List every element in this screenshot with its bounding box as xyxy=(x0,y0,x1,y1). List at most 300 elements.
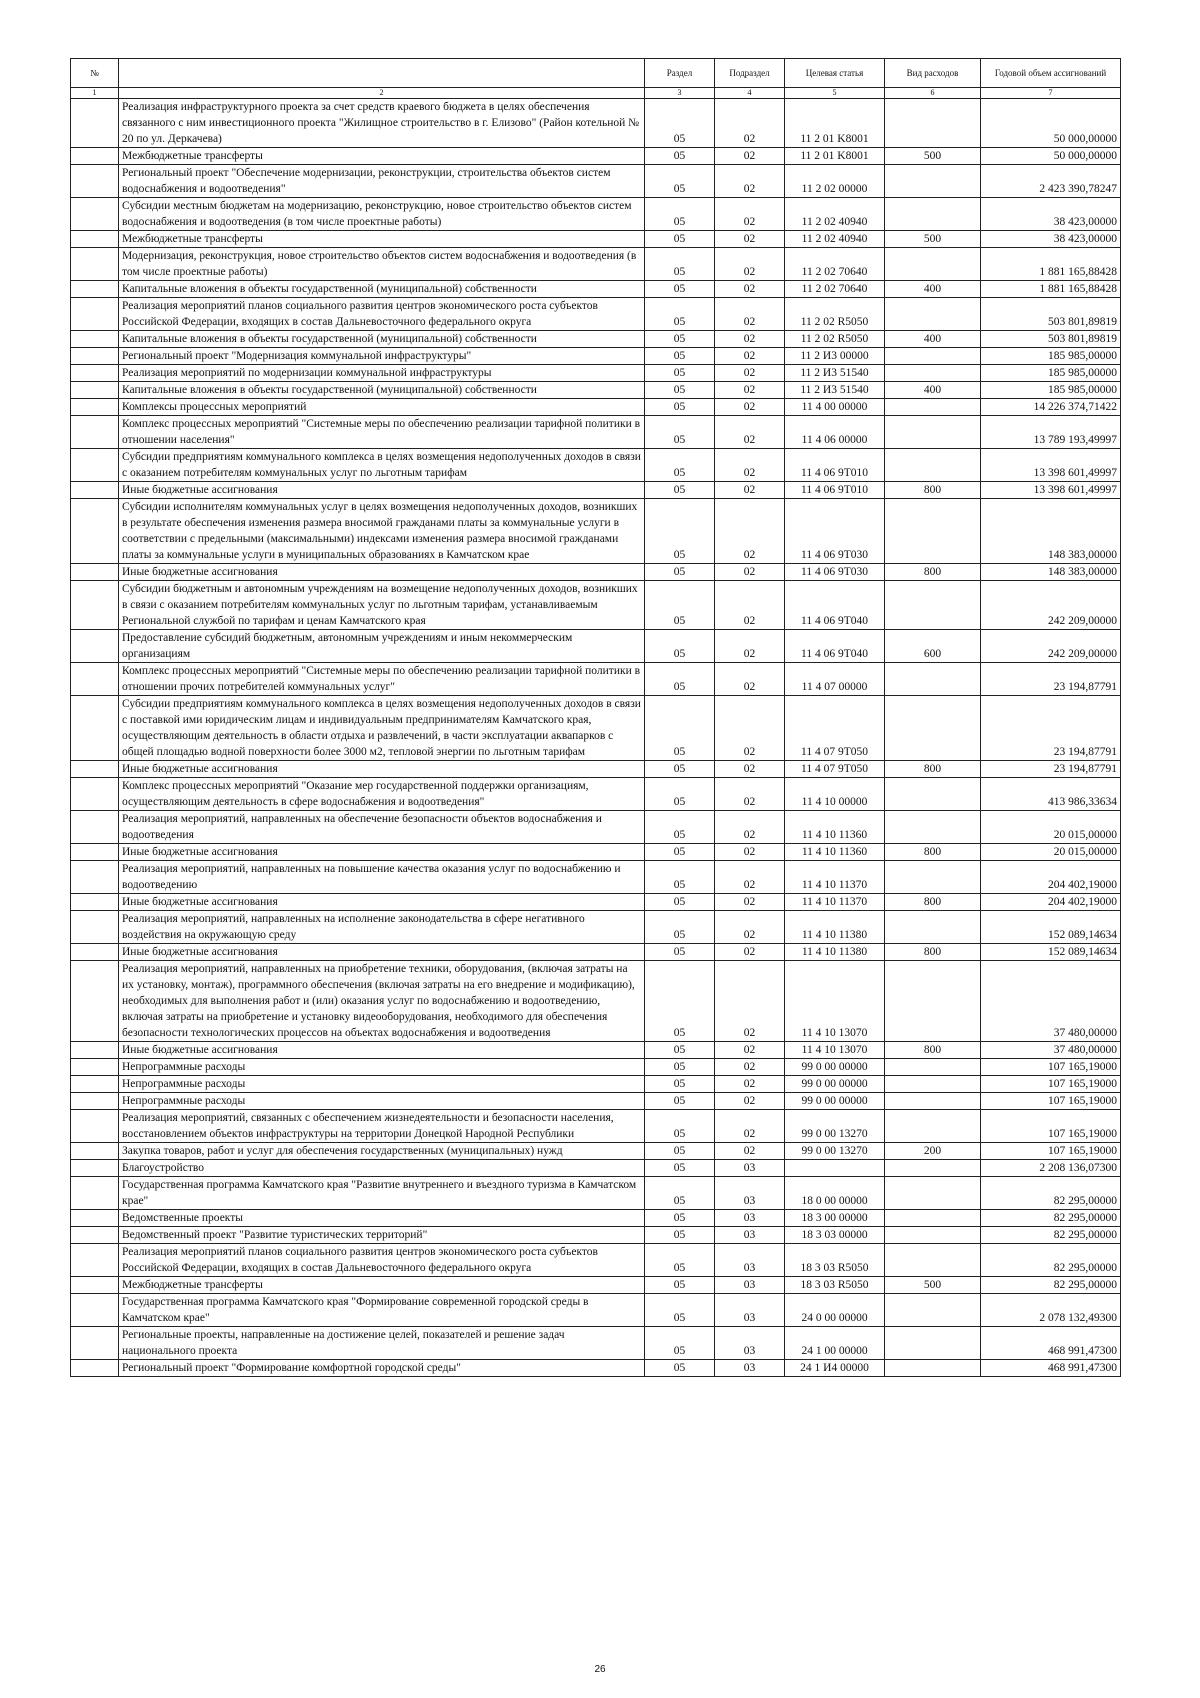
header-index: 2 xyxy=(119,88,645,99)
row-target-article-cell: 18 3 03 R5050 xyxy=(785,1277,885,1294)
row-target-article-cell: 11 4 10 13070 xyxy=(785,1042,885,1059)
table-row xyxy=(71,165,1121,198)
row-expense-type-cell: 600 xyxy=(885,630,981,663)
row-name-cell: Реализация мероприятий планов социального развития центров экономического роста субъектов Российской Федерации, входящих в состав Дальневосточного федерального округа xyxy=(119,298,645,331)
table-row xyxy=(71,1277,1121,1294)
row-section-cell: 05 xyxy=(645,1227,715,1244)
row-subsection-cell: 03 xyxy=(715,1160,785,1177)
row-number-cell xyxy=(71,348,119,365)
row-number-cell xyxy=(71,1076,119,1093)
row-target-article-cell: 99 0 00 00000 xyxy=(785,1093,885,1110)
row-amount-cell: 242 209,00000 xyxy=(981,581,1121,630)
row-section-cell: 05 xyxy=(645,663,715,696)
row-amount-cell: 107 165,19000 xyxy=(981,1143,1121,1160)
row-number-cell xyxy=(71,961,119,1042)
row-section-cell: 05 xyxy=(645,1160,715,1177)
table-row xyxy=(71,811,1121,844)
row-target-article-cell: 11 2 01 K8001 xyxy=(785,99,885,148)
row-section-cell: 05 xyxy=(645,1360,715,1377)
row-name-cell: Реализация инфраструктурного проекта за счет средств краевого бюджета в целях обеспечения связанного с ним инвестиционного проекта "Жилищное строительство в г. Елизово" (Район котельной № 20 по ул. Деркачева) xyxy=(119,99,645,148)
row-section-cell: 05 xyxy=(645,348,715,365)
row-target-article-cell: 11 2 И3 51540 xyxy=(785,382,885,399)
row-expense-type-cell: 400 xyxy=(885,281,981,298)
row-name-cell: Субсидии предприятиям коммунального комплекса в целях возмещения недополученных доходов в связи с поставкой ими юридическим лицам и индивидуальным предпринимателям Камчатского края, осуществляющим деятельность в области отдыха и развлечений, в части эксплуатации аквапарков с общей площадью водной поверхности более 3000 м2, тепловой энергии по льготным тарифам xyxy=(119,696,645,761)
row-subsection-cell: 02 xyxy=(715,1093,785,1110)
row-amount-cell: 13 398 601,49997 xyxy=(981,449,1121,482)
row-amount-cell: 468 991,47300 xyxy=(981,1360,1121,1377)
row-expense-type-cell: 500 xyxy=(885,148,981,165)
row-section-cell: 05 xyxy=(645,961,715,1042)
row-number-cell xyxy=(71,399,119,416)
table-row xyxy=(71,581,1121,630)
row-expense-type-cell xyxy=(885,499,981,564)
row-expense-type-cell xyxy=(885,1244,981,1277)
row-target-article-cell: 11 4 06 9Т010 xyxy=(785,482,885,499)
table-row xyxy=(71,99,1121,148)
table-header-index-row xyxy=(71,88,1121,99)
row-target-article-cell: 99 0 00 13270 xyxy=(785,1143,885,1160)
table-body xyxy=(71,99,1121,1377)
table-row xyxy=(71,348,1121,365)
header-name xyxy=(119,59,645,88)
row-name-cell: Государственная программа Камчатского края "Формирование современной городской среды в Камчатском крае" xyxy=(119,1294,645,1327)
row-expense-type-cell xyxy=(885,1093,981,1110)
table-row xyxy=(71,1294,1121,1327)
row-section-cell: 05 xyxy=(645,231,715,248)
row-target-article-cell: 11 4 07 00000 xyxy=(785,663,885,696)
row-section-cell: 05 xyxy=(645,894,715,911)
row-expense-type-cell xyxy=(885,663,981,696)
row-expense-type-cell: 800 xyxy=(885,894,981,911)
row-number-cell xyxy=(71,1210,119,1227)
row-amount-cell: 82 295,00000 xyxy=(981,1177,1121,1210)
row-target-article-cell: 11 2 02 70640 xyxy=(785,281,885,298)
row-subsection-cell: 03 xyxy=(715,1294,785,1327)
row-target-article-cell: 11 4 10 11370 xyxy=(785,894,885,911)
row-subsection-cell: 03 xyxy=(715,1244,785,1277)
row-subsection-cell: 02 xyxy=(715,761,785,778)
row-amount-cell: 50 000,00000 xyxy=(981,99,1121,148)
row-expense-type-cell xyxy=(885,1076,981,1093)
row-number-cell xyxy=(71,861,119,894)
row-amount-cell: 242 209,00000 xyxy=(981,630,1121,663)
row-target-article-cell: 11 2 02 40940 xyxy=(785,198,885,231)
row-number-cell xyxy=(71,944,119,961)
row-subsection-cell: 02 xyxy=(715,961,785,1042)
row-number-cell xyxy=(71,1277,119,1294)
row-target-article-cell: 11 2 И3 00000 xyxy=(785,348,885,365)
table-row xyxy=(71,761,1121,778)
row-amount-cell: 152 089,14634 xyxy=(981,944,1121,961)
row-number-cell xyxy=(71,99,119,148)
row-target-article-cell: 11 2 02 40940 xyxy=(785,231,885,248)
row-amount-cell: 82 295,00000 xyxy=(981,1244,1121,1277)
row-name-cell: Межбюджетные трансферты xyxy=(119,148,645,165)
row-expense-type-cell xyxy=(885,961,981,1042)
row-name-cell: Непрограммные расходы xyxy=(119,1076,645,1093)
row-amount-cell: 50 000,00000 xyxy=(981,148,1121,165)
row-section-cell: 05 xyxy=(645,1093,715,1110)
row-name-cell: Ведомственный проект "Развитие туристических территорий" xyxy=(119,1227,645,1244)
row-section-cell: 05 xyxy=(645,382,715,399)
row-section-cell: 05 xyxy=(645,1327,715,1360)
row-subsection-cell: 02 xyxy=(715,1076,785,1093)
row-number-cell xyxy=(71,1160,119,1177)
row-number-cell xyxy=(71,696,119,761)
row-amount-cell: 13 789 193,49997 xyxy=(981,416,1121,449)
row-expense-type-cell xyxy=(885,1059,981,1076)
row-section-cell: 05 xyxy=(645,1110,715,1143)
row-name-cell: Субсидии местным бюджетам на модернизацию, реконструкцию, новое строительство объектов систем водоснабжения и водоотведения (в том числе проектные работы) xyxy=(119,198,645,231)
table-row xyxy=(71,399,1121,416)
row-amount-cell: 2 208 136,07300 xyxy=(981,1160,1121,1177)
row-subsection-cell: 02 xyxy=(715,811,785,844)
row-subsection-cell: 03 xyxy=(715,1177,785,1210)
row-subsection-cell: 03 xyxy=(715,1360,785,1377)
row-name-cell: Капитальные вложения в объекты государственной (муниципальной) собственности xyxy=(119,382,645,399)
table-row xyxy=(71,198,1121,231)
row-subsection-cell: 02 xyxy=(715,165,785,198)
row-subsection-cell: 02 xyxy=(715,416,785,449)
row-subsection-cell: 02 xyxy=(715,382,785,399)
table-row xyxy=(71,1327,1121,1360)
row-expense-type-cell xyxy=(885,348,981,365)
row-name-cell: Капитальные вложения в объекты государственной (муниципальной) собственности xyxy=(119,331,645,348)
row-subsection-cell: 02 xyxy=(715,861,785,894)
row-name-cell: Субсидии бюджетным и автономным учреждениям на возмещение недополученных доходов, возникших в связи с оказанием потребителям коммунальных услуг по льготным тарифам, устанавливаемым Региональной службой по тарифам и ценам Камчатского края xyxy=(119,581,645,630)
row-section-cell: 05 xyxy=(645,449,715,482)
row-expense-type-cell xyxy=(885,811,981,844)
row-amount-cell: 204 402,19000 xyxy=(981,861,1121,894)
row-target-article-cell: 11 4 10 11370 xyxy=(785,861,885,894)
row-name-cell: Реализация мероприятий, направленных на исполнение законодательства в сфере негативного воздействия на окружающую среду xyxy=(119,911,645,944)
row-expense-type-cell xyxy=(885,696,981,761)
table-row xyxy=(71,1160,1121,1177)
row-subsection-cell: 02 xyxy=(715,281,785,298)
row-subsection-cell: 02 xyxy=(715,581,785,630)
table-row xyxy=(71,148,1121,165)
row-subsection-cell: 02 xyxy=(715,630,785,663)
row-amount-cell: 20 015,00000 xyxy=(981,844,1121,861)
table-row xyxy=(71,248,1121,281)
row-name-cell: Реализация мероприятий, направленных на приобретение техники, оборудования, (включая затраты на их установку, монтаж), программного обеспечения (включая затраты на его внедрение и модификацию), необходимых для выполнения работ и (или) оказания услуг по водоснабжению и водоотведению, включая затраты на приобретение и установку видеооборудования, необходимого для обеспечения безопасности технологических процессов на объектах водоснабжения и водоотведения xyxy=(119,961,645,1042)
row-expense-type-cell: 800 xyxy=(885,564,981,581)
row-target-article-cell: 11 4 06 9Т030 xyxy=(785,499,885,564)
row-expense-type-cell xyxy=(885,165,981,198)
row-section-cell: 05 xyxy=(645,198,715,231)
row-name-cell: Региональные проекты, направленные на достижение целей, показателей и решение задач национального проекта xyxy=(119,1327,645,1360)
row-target-article-cell: 11 4 06 9Т040 xyxy=(785,581,885,630)
row-subsection-cell: 03 xyxy=(715,1227,785,1244)
row-amount-cell: 503 801,89819 xyxy=(981,298,1121,331)
row-amount-cell: 23 194,87791 xyxy=(981,761,1121,778)
row-name-cell: Реализация мероприятий планов социального развития центров экономического роста субъектов Российской Федерации, входящих в состав Дальневосточного федерального округа xyxy=(119,1244,645,1277)
row-expense-type-cell xyxy=(885,298,981,331)
row-amount-cell: 185 985,00000 xyxy=(981,348,1121,365)
row-subsection-cell: 02 xyxy=(715,348,785,365)
row-name-cell: Непрограммные расходы xyxy=(119,1093,645,1110)
row-expense-type-cell xyxy=(885,1327,981,1360)
row-number-cell xyxy=(71,778,119,811)
row-subsection-cell: 02 xyxy=(715,499,785,564)
row-target-article-cell: 11 4 06 9Т030 xyxy=(785,564,885,581)
row-subsection-cell: 02 xyxy=(715,99,785,148)
row-expense-type-cell xyxy=(885,581,981,630)
row-number-cell xyxy=(71,165,119,198)
row-amount-cell: 152 089,14634 xyxy=(981,911,1121,944)
row-target-article-cell: 18 3 03 00000 xyxy=(785,1227,885,1244)
header-no: № xyxy=(71,59,119,88)
row-section-cell: 05 xyxy=(645,148,715,165)
row-subsection-cell: 02 xyxy=(715,248,785,281)
row-subsection-cell: 02 xyxy=(715,1059,785,1076)
row-name-cell: Иные бюджетные ассигнования xyxy=(119,482,645,499)
row-section-cell: 05 xyxy=(645,778,715,811)
row-number-cell xyxy=(71,844,119,861)
row-section-cell: 05 xyxy=(645,861,715,894)
row-number-cell xyxy=(71,1042,119,1059)
row-expense-type-cell xyxy=(885,449,981,482)
row-target-article-cell: 11 2 02 00000 xyxy=(785,165,885,198)
table-row xyxy=(71,861,1121,894)
row-target-article-cell: 11 2 02 70640 xyxy=(785,248,885,281)
table-row xyxy=(71,630,1121,663)
row-section-cell: 05 xyxy=(645,581,715,630)
row-subsection-cell: 02 xyxy=(715,663,785,696)
row-amount-cell: 2 078 132,49300 xyxy=(981,1294,1121,1327)
row-amount-cell: 20 015,00000 xyxy=(981,811,1121,844)
header-subsection: Подраздел xyxy=(715,59,785,88)
row-subsection-cell: 02 xyxy=(715,298,785,331)
row-target-article-cell: 11 2 02 R5050 xyxy=(785,298,885,331)
row-target-article-cell: 99 0 00 00000 xyxy=(785,1059,885,1076)
row-expense-type-cell xyxy=(885,1177,981,1210)
row-name-cell: Иные бюджетные ассигнования xyxy=(119,761,645,778)
row-number-cell xyxy=(71,198,119,231)
row-name-cell: Комплекс процессных мероприятий "Оказание мер государственной поддержки организациям, осуществляющим деятельность в сфере водоснабжения и водоотведения" xyxy=(119,778,645,811)
row-target-article-cell: 11 4 06 9Т010 xyxy=(785,449,885,482)
row-section-cell: 05 xyxy=(645,564,715,581)
row-section-cell: 05 xyxy=(645,911,715,944)
row-expense-type-cell xyxy=(885,99,981,148)
row-target-article-cell: 11 4 10 11380 xyxy=(785,944,885,961)
row-amount-cell: 148 383,00000 xyxy=(981,499,1121,564)
table-row xyxy=(71,1360,1121,1377)
table-row xyxy=(71,1076,1121,1093)
row-target-article-cell: 11 4 10 11360 xyxy=(785,844,885,861)
budget-table-sheet xyxy=(70,58,1120,1377)
row-subsection-cell: 03 xyxy=(715,1327,785,1360)
table-row xyxy=(71,298,1121,331)
table-row xyxy=(71,416,1121,449)
row-name-cell: Иные бюджетные ассигнования xyxy=(119,564,645,581)
row-number-cell xyxy=(71,382,119,399)
row-subsection-cell: 02 xyxy=(715,198,785,231)
row-expense-type-cell: 500 xyxy=(885,1277,981,1294)
row-section-cell: 05 xyxy=(645,696,715,761)
row-expense-type-cell xyxy=(885,248,981,281)
row-number-cell xyxy=(71,1059,119,1076)
row-amount-cell: 185 985,00000 xyxy=(981,365,1121,382)
row-name-cell: Межбюджетные трансферты xyxy=(119,231,645,248)
row-target-article-cell: 99 0 00 00000 xyxy=(785,1076,885,1093)
row-subsection-cell: 02 xyxy=(715,1143,785,1160)
row-expense-type-cell xyxy=(885,198,981,231)
row-number-cell xyxy=(71,482,119,499)
row-name-cell: Модернизация, реконструкция, новое строительство объектов систем водоснабжения и водоотведения (в том числе проектные работы) xyxy=(119,248,645,281)
row-subsection-cell: 02 xyxy=(715,148,785,165)
row-expense-type-cell: 400 xyxy=(885,331,981,348)
table-row xyxy=(71,499,1121,564)
row-expense-type-cell xyxy=(885,1294,981,1327)
row-target-article-cell: 11 4 00 00000 xyxy=(785,399,885,416)
row-amount-cell: 38 423,00000 xyxy=(981,198,1121,231)
row-name-cell: Региональный проект "Обеспечение модернизации, реконструкции, строительства объектов систем водоснабжения и водоотведения" xyxy=(119,165,645,198)
row-amount-cell: 37 480,00000 xyxy=(981,961,1121,1042)
row-target-article-cell xyxy=(785,1160,885,1177)
row-section-cell: 05 xyxy=(645,1143,715,1160)
row-number-cell xyxy=(71,761,119,778)
row-name-cell: Благоустройство xyxy=(119,1160,645,1177)
header-index: 7 xyxy=(981,88,1121,99)
row-number-cell xyxy=(71,894,119,911)
row-section-cell: 05 xyxy=(645,1294,715,1327)
row-subsection-cell: 02 xyxy=(715,331,785,348)
table-row xyxy=(71,894,1121,911)
row-target-article-cell: 18 3 03 R5050 xyxy=(785,1244,885,1277)
table-row xyxy=(71,382,1121,399)
row-amount-cell: 503 801,89819 xyxy=(981,331,1121,348)
row-number-cell xyxy=(71,416,119,449)
row-expense-type-cell xyxy=(885,861,981,894)
row-target-article-cell: 11 4 10 11360 xyxy=(785,811,885,844)
row-subsection-cell: 02 xyxy=(715,399,785,416)
row-expense-type-cell xyxy=(885,1227,981,1244)
row-section-cell: 05 xyxy=(645,281,715,298)
row-number-cell xyxy=(71,499,119,564)
table-row xyxy=(71,1143,1121,1160)
row-target-article-cell: 18 0 00 00000 xyxy=(785,1177,885,1210)
row-section-cell: 05 xyxy=(645,761,715,778)
table-row xyxy=(71,1042,1121,1059)
row-expense-type-cell: 800 xyxy=(885,482,981,499)
row-section-cell: 05 xyxy=(645,1076,715,1093)
row-number-cell xyxy=(71,248,119,281)
page-number: 26 xyxy=(594,1664,606,1675)
row-section-cell: 05 xyxy=(645,482,715,499)
row-number-cell xyxy=(71,1327,119,1360)
row-name-cell: Иные бюджетные ассигнования xyxy=(119,894,645,911)
row-expense-type-cell xyxy=(885,399,981,416)
row-name-cell: Иные бюджетные ассигнования xyxy=(119,944,645,961)
table-row xyxy=(71,663,1121,696)
table-row xyxy=(71,1244,1121,1277)
row-section-cell: 05 xyxy=(645,331,715,348)
table-row xyxy=(71,961,1121,1042)
row-number-cell xyxy=(71,1110,119,1143)
row-amount-cell: 107 165,19000 xyxy=(981,1076,1121,1093)
header-index: 5 xyxy=(785,88,885,99)
row-name-cell: Непрограммные расходы xyxy=(119,1059,645,1076)
row-number-cell xyxy=(71,1143,119,1160)
header-index: 3 xyxy=(645,88,715,99)
row-section-cell: 05 xyxy=(645,499,715,564)
row-name-cell: Реализация мероприятий, направленных на обеспечение безопасности объектов водоснабжения и водоотведения xyxy=(119,811,645,844)
row-subsection-cell: 02 xyxy=(715,1042,785,1059)
table-header-row xyxy=(71,59,1121,88)
header-index: 4 xyxy=(715,88,785,99)
row-expense-type-cell: 800 xyxy=(885,1042,981,1059)
row-section-cell: 05 xyxy=(645,1210,715,1227)
row-amount-cell: 14 226 374,71422 xyxy=(981,399,1121,416)
header-section: Раздел xyxy=(645,59,715,88)
row-number-cell xyxy=(71,663,119,696)
row-expense-type-cell xyxy=(885,911,981,944)
row-name-cell: Реализация мероприятий, связанных с обеспечением жизнедеятельности и безопасности населения, восстановлением объектов инфраструктуры на территории Донецкой Народной Республики xyxy=(119,1110,645,1143)
row-subsection-cell: 03 xyxy=(715,1210,785,1227)
row-amount-cell: 204 402,19000 xyxy=(981,894,1121,911)
row-expense-type-cell: 800 xyxy=(885,844,981,861)
row-number-cell xyxy=(71,231,119,248)
row-number-cell xyxy=(71,1294,119,1327)
table-row xyxy=(71,331,1121,348)
row-subsection-cell: 02 xyxy=(715,365,785,382)
row-section-cell: 05 xyxy=(645,248,715,281)
row-subsection-cell: 02 xyxy=(715,944,785,961)
row-section-cell: 05 xyxy=(645,165,715,198)
table-row xyxy=(71,482,1121,499)
row-number-cell xyxy=(71,630,119,663)
row-target-article-cell: 18 3 00 00000 xyxy=(785,1210,885,1227)
header-expense-type: Вид расходов xyxy=(885,59,981,88)
row-number-cell xyxy=(71,365,119,382)
row-amount-cell: 107 165,19000 xyxy=(981,1093,1121,1110)
row-amount-cell: 38 423,00000 xyxy=(981,231,1121,248)
row-section-cell: 05 xyxy=(645,298,715,331)
header-annual-volume: Годовой объем ассигнований xyxy=(981,59,1121,88)
row-subsection-cell: 02 xyxy=(715,894,785,911)
row-name-cell: Реализация мероприятий по модернизации коммунальной инфраструктуры xyxy=(119,365,645,382)
row-name-cell: Субсидии исполнителям коммунальных услуг в целях возмещения недополученных доходов, возникших в результате обеспечения изменения размера вносимой гражданами платы за коммунальные услуги в соответствии с предельными (максимальными) индексами изменения размера вносимой гражданами платы за коммунальные услуги в муниципальных образованиях в Камчатском крае xyxy=(119,499,645,564)
row-amount-cell: 13 398 601,49997 xyxy=(981,482,1121,499)
row-expense-type-cell: 800 xyxy=(885,944,981,961)
row-subsection-cell: 02 xyxy=(715,778,785,811)
row-number-cell xyxy=(71,1227,119,1244)
row-amount-cell: 2 423 390,78247 xyxy=(981,165,1121,198)
row-expense-type-cell xyxy=(885,365,981,382)
table-row xyxy=(71,1110,1121,1143)
row-expense-type-cell: 800 xyxy=(885,761,981,778)
row-target-article-cell: 11 4 06 9Т040 xyxy=(785,630,885,663)
row-number-cell xyxy=(71,581,119,630)
row-amount-cell: 148 383,00000 xyxy=(981,564,1121,581)
row-section-cell: 05 xyxy=(645,365,715,382)
table-row xyxy=(71,231,1121,248)
row-subsection-cell: 02 xyxy=(715,449,785,482)
row-section-cell: 05 xyxy=(645,416,715,449)
table-row xyxy=(71,944,1121,961)
row-subsection-cell: 02 xyxy=(715,844,785,861)
row-target-article-cell: 11 2 01 K8001 xyxy=(785,148,885,165)
table-row xyxy=(71,1093,1121,1110)
table-row xyxy=(71,1059,1121,1076)
row-amount-cell: 82 295,00000 xyxy=(981,1210,1121,1227)
row-amount-cell: 107 165,19000 xyxy=(981,1059,1121,1076)
row-amount-cell: 82 295,00000 xyxy=(981,1277,1121,1294)
row-number-cell xyxy=(71,564,119,581)
table-row xyxy=(71,564,1121,581)
row-target-article-cell: 11 4 10 00000 xyxy=(785,778,885,811)
